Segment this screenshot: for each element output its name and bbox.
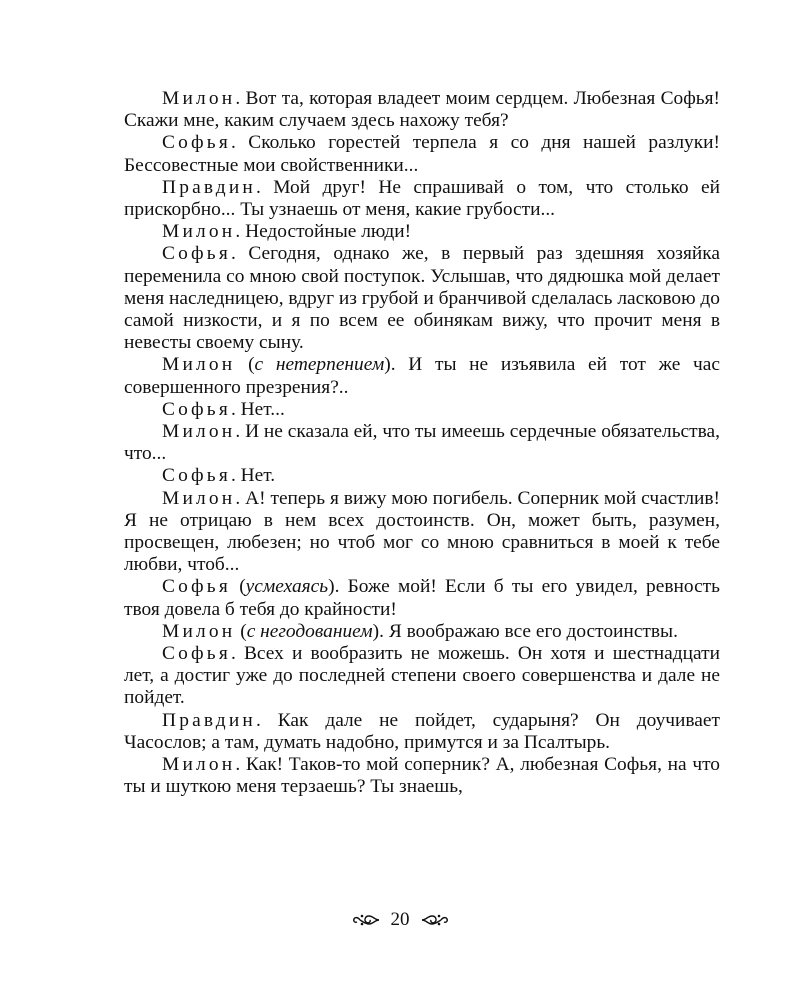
dialogue-paragraph	[124, 399, 720, 421]
speech-text: . А! теперь я вижу мою погибель. Соперник мой счастлив! Я не отрицаю в нем всех достоинств. Он, может быть, разумен, просвещен, любезен; но чтоб мог со мною сравниться в моей к тебе любви, чтоб...	[124, 487, 720, 576]
speaker-name: Правдин	[162, 176, 256, 198]
speech-text: . И ты не изъявила ей тот же час совершенного презрения?..	[124, 354, 720, 398]
dialogue-paragraph	[124, 421, 720, 465]
speech-text: . Сколько горестей терпела я со дня нашей разлуки! Бессовестные мои свойственники...	[124, 132, 720, 176]
speaker-name: Софья	[162, 398, 231, 420]
speaker-name: Софья	[162, 465, 231, 487]
speech-text: . Я воображаю все его достоинствы.	[379, 620, 678, 642]
dialogue-paragraph: Милон (с негодованием). Я воображаю все его достоинствы.	[162, 620, 678, 642]
speaker-name: Софья	[162, 576, 231, 598]
stage-direction: усмехаясь	[245, 576, 329, 598]
speaker-name: Правдин	[162, 709, 256, 731]
dialogue-paragraph	[124, 710, 720, 754]
dialogue-paragraph	[124, 132, 720, 176]
speaker-name: Милон	[162, 487, 236, 509]
dialogue-paragraph	[124, 465, 720, 487]
speaker-name: Милон	[162, 221, 236, 243]
speaker-name: Софья	[162, 243, 231, 265]
speech-text: . Нет.	[230, 465, 276, 487]
dialogue-paragraph	[124, 643, 720, 710]
page-footer	[0, 907, 800, 933]
fleuron-icon	[351, 911, 381, 929]
speech-text: . Как дале не пойдет, сударыня? Он доучивает Часослов; а там, думать надобно, примутся и за Псалтырь.	[124, 709, 720, 753]
speaker-name: Милон	[162, 88, 236, 109]
speaker-name: Милон	[162, 754, 236, 776]
speaker-name: Софья	[162, 132, 231, 154]
speech-text: . Недостойные люди!	[235, 221, 412, 243]
speech-text: . Боже мой! Если б ты его увидел, ревность твоя довела б тебя до крайности!	[124, 576, 720, 620]
dialogue-paragraph: Софья (усмехаясь). Боже мой! Если б ты его увидел, ревность твоя довела б тебя до крайности!	[124, 576, 720, 620]
dialogue-paragraph	[124, 221, 720, 243]
dialogue-paragraph	[124, 177, 720, 221]
speaker-name: Софья	[162, 643, 231, 665]
speech-text: . Сегодня, однако же, в первый раз здешняя хозяйка переменила со мною свой поступок. Услышав, что дядюшка мой делает меня наследницею, вдруг из грубой и бранчивой сделалась ласковою до самой низкости, и я по всем ее обинякам вижу, что прочит меня в невесты своему сыну.	[124, 243, 720, 354]
dialogue-paragraph	[124, 488, 720, 577]
stage-direction: с негодованием	[246, 620, 373, 642]
speaker-name: Милон	[162, 354, 236, 376]
speech-text: . Вот та, которая владеет моим сердцем. Любезная Софья! Скажи мне, каким случаем здесь нахожу тебя?	[124, 88, 720, 132]
speech-text: . Мой друг! Не спрашивай о том, что столько ей прискорбно... Ты узнаешь от меня, какие грубости...	[124, 176, 720, 221]
speech-text: . Всех и вообразить не можешь. Он хотя и шестнадцати лет, а достиг уже до последней степени своего совершенства и дале не пойдет.	[124, 643, 720, 709]
stage-direction: с нетерпением	[254, 354, 385, 376]
speech-text: . Как! Таков-то мой соперник? А, любезная Софья, на что ты и шуткою меня терзаешь? Ты знаешь,	[124, 754, 720, 798]
speaker-name: Милон	[162, 620, 236, 642]
page-body	[124, 88, 720, 799]
speech-text: . Нет...	[230, 398, 285, 420]
dialogue-paragraph	[124, 243, 720, 354]
page-number: 20	[390, 909, 410, 930]
dialogue-paragraph	[124, 88, 720, 132]
speaker-name: Милон	[162, 421, 236, 443]
fleuron-icon	[420, 911, 450, 929]
dialogue-paragraph: Милон (с нетерпением). И ты не изъявила ей тот же час совершенного презрения?..	[124, 354, 720, 398]
dialogue-paragraph	[124, 754, 720, 798]
speech-text: . И не сказала ей, что ты имеешь сердечные обязательства, что...	[124, 421, 720, 465]
